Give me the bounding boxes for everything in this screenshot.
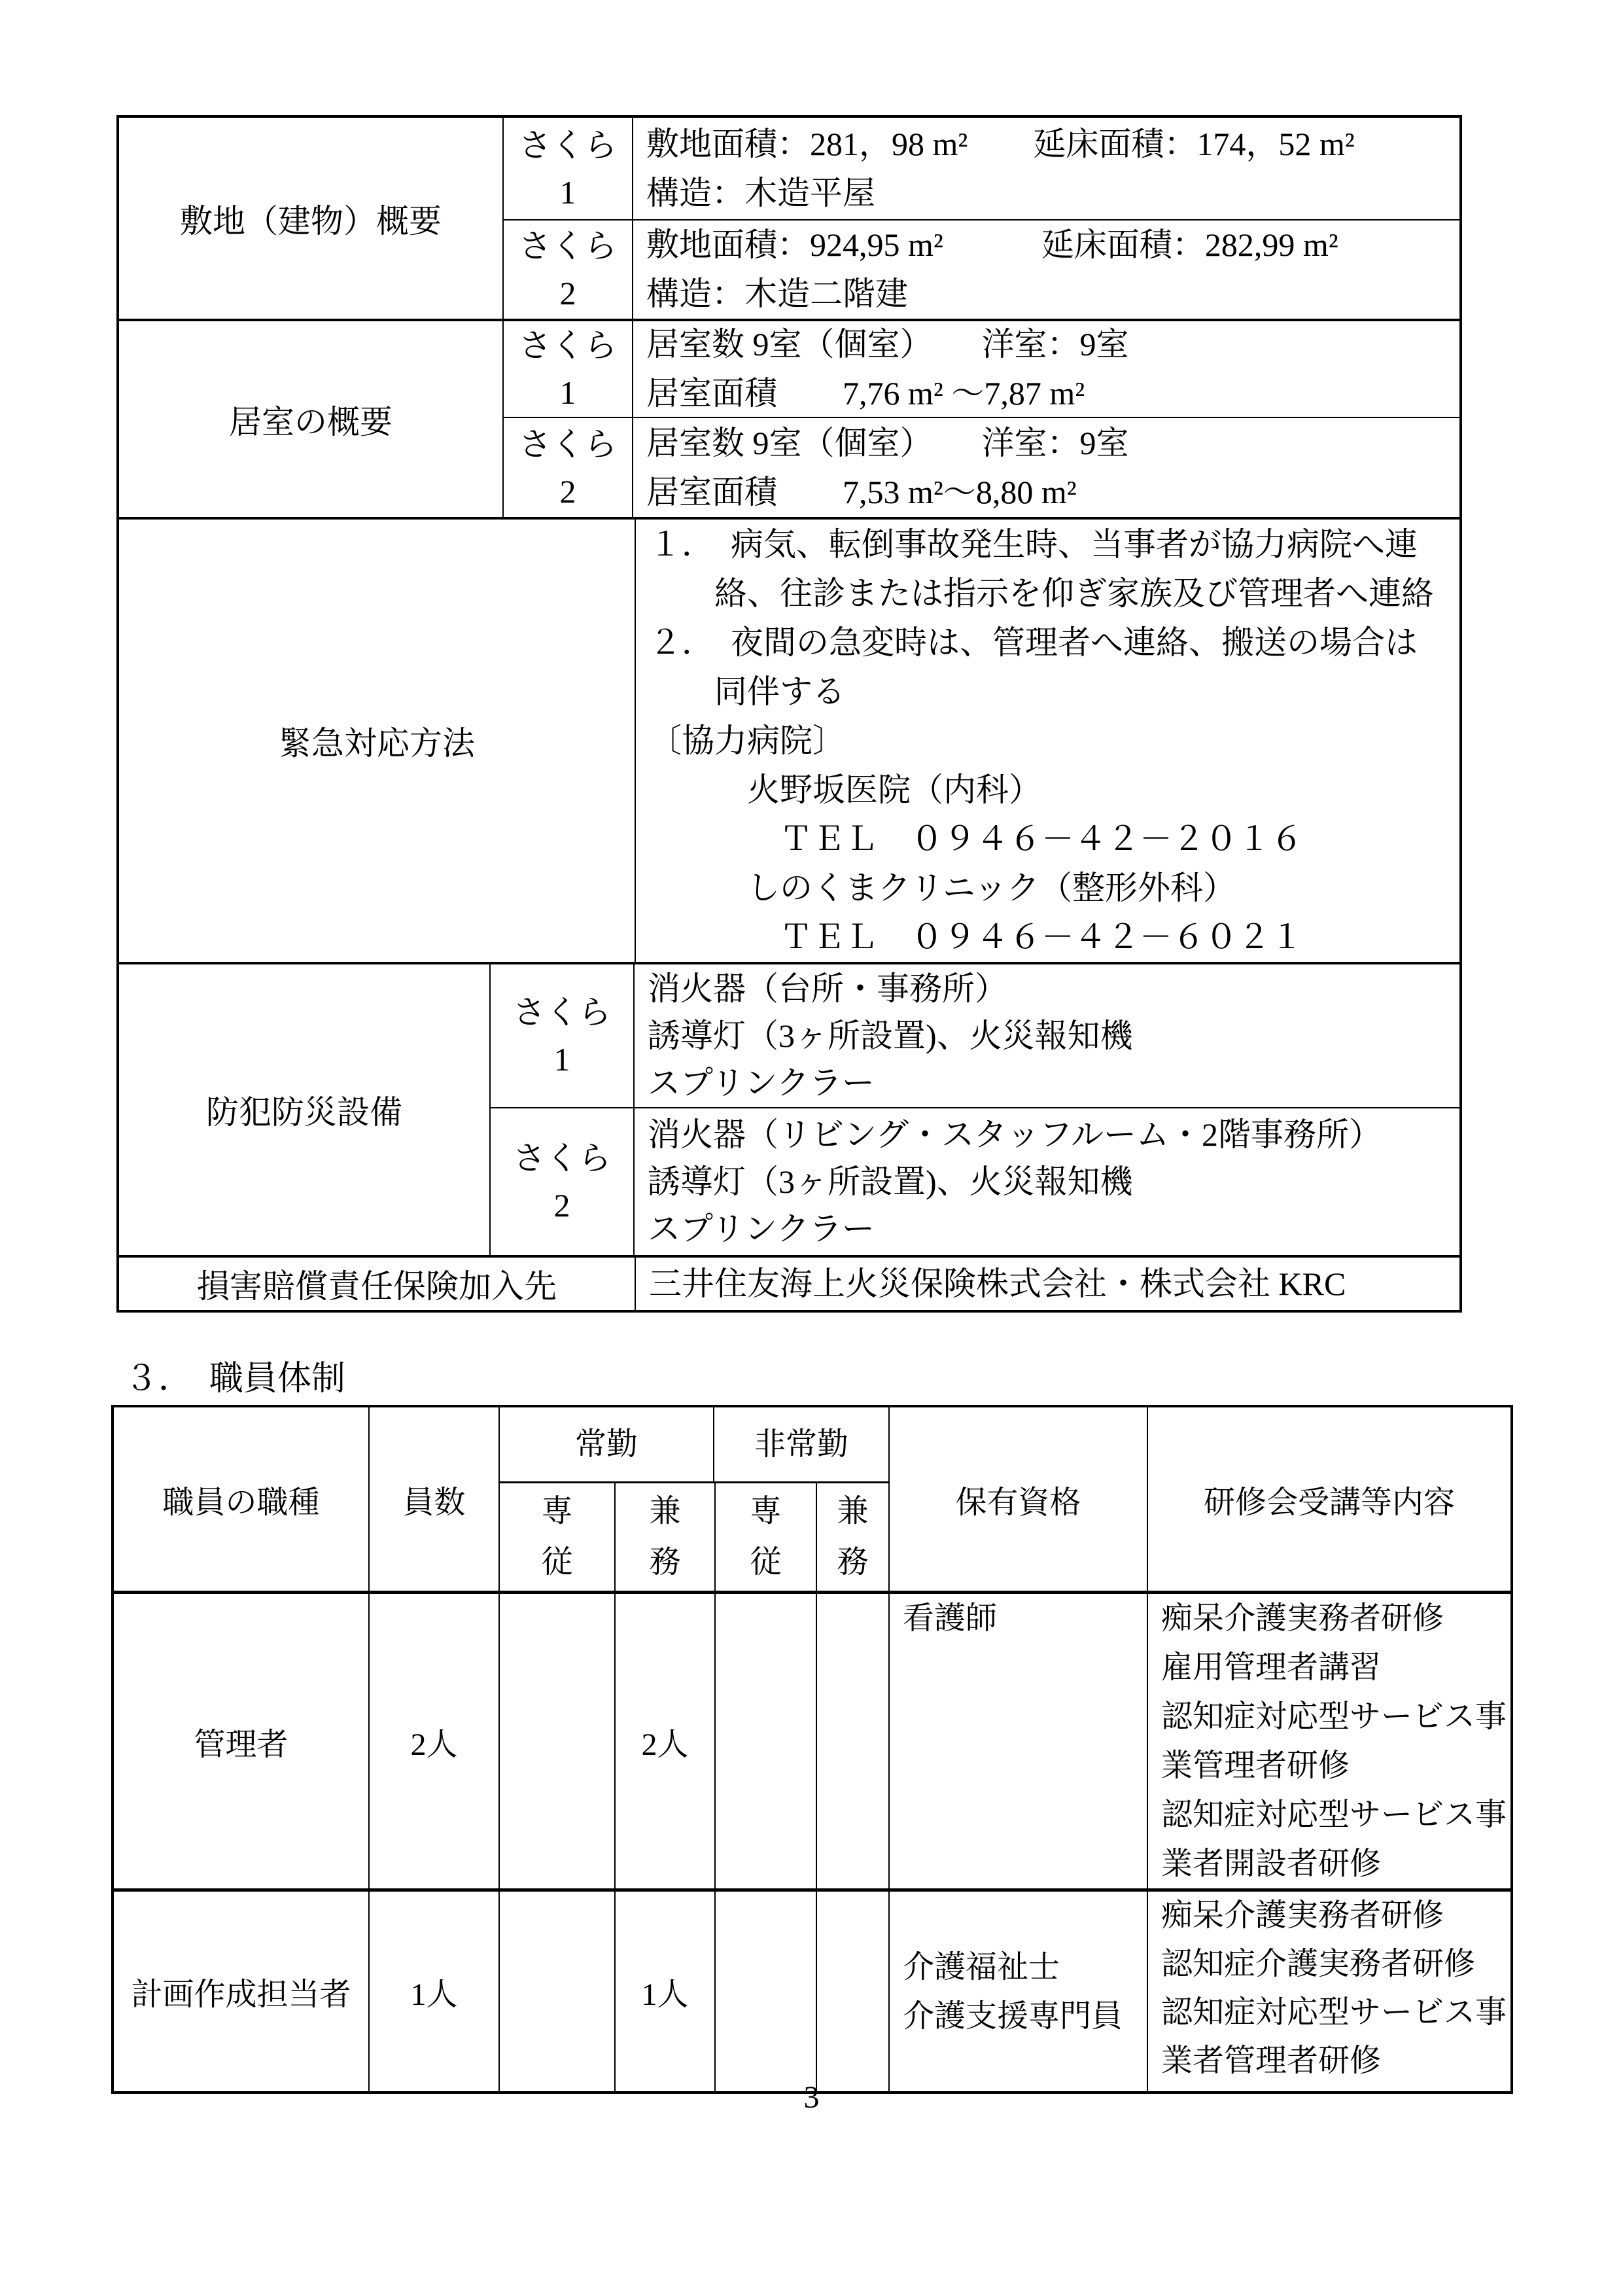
security-sakura2-details: 消火器（リビング・スタッフルーム・2階事務所） 誘導灯（3ヶ所設置)、火災報知機 スプリンクラー (648, 1116, 1382, 1247)
header-parttime: 非常勤 (754, 1426, 848, 1462)
header-occupation: 職員の職種 (114, 1407, 370, 1591)
security-equipment-label: 防犯防災設備 (119, 964, 491, 1255)
staff-structure-table (111, 1405, 1513, 2094)
header-headcount: 員数 (370, 1407, 500, 1591)
manager-fulltime-dedicated (500, 1594, 616, 1888)
planner-parttime-concurrent (817, 1892, 890, 2091)
section-heading-staff-structure: ３． 職員体制 (124, 1360, 346, 1398)
unit-tag-sakura2: さくら 2 (491, 1108, 635, 1255)
site-sakura1-row (504, 118, 1459, 221)
header-fulltime: 常勤 (500, 1407, 714, 1481)
unit-tag-sakura1: さくら 1 (504, 118, 633, 219)
header-employment-bottom (500, 1483, 888, 1591)
rooms-overview-label: 居室の概要 (119, 321, 504, 517)
emergency-response-details: １． 病気、転倒事故発生時、当事者が協力病院へ連 絡、往診または指示を仰ぎ家族及び管理者へ連絡 ２． 夜間の急変時は、管理者へ連絡、搬送の場合は 同伴する 〔協力病院〕 火野坂医院（内科） ＴＥＬ ０９４６－４２－２０１６ しのくまクリニック（整形外科） ＴＥＬ ０９４６－４２－６０２１ (649, 525, 1434, 955)
row-rooms-overview (119, 321, 1459, 520)
page-number: 3 (803, 2080, 820, 2115)
planner-training: 痴呆介護実務者研修 認知症介護実務者研修 認知症対応型サービス事 業者管理者研修 (1161, 1898, 1507, 2078)
unit-tag-sakura1: さくら 1 (504, 321, 633, 417)
planner-parttime-dedicated (716, 1892, 817, 2091)
header-training: 研修会受講等内容 (1203, 1485, 1455, 1520)
security-sakura1-details: 消火器（台所・事務所） 誘導灯（3ヶ所設置)、火災報知機 スプリンクラー (648, 970, 1133, 1101)
rooms-sakura2-details: 居室数 9室（個室） 洋室：9室 居室面積 7,53 m²～8,80 m² (646, 424, 1129, 510)
manager-parttime-dedicated (716, 1594, 817, 1888)
planner-qualifications: 介護福祉士 介護支援専門員 (890, 1892, 1148, 2091)
manager-count: 2人 (370, 1594, 500, 1888)
row-security-equipment (119, 964, 1459, 1258)
header-employment-group (500, 1407, 890, 1591)
rooms-sakura1-row (504, 321, 1459, 418)
header-employment-top (500, 1407, 888, 1483)
manager-parttime-concurrent (817, 1594, 890, 1888)
planner-title: 計画作成担当者 (114, 1892, 370, 2091)
site-overview-units (504, 118, 1459, 319)
unit-tag-sakura2: さくら 2 (504, 418, 633, 517)
header-fulltime-dedicated: 専 従 (500, 1483, 616, 1591)
site-overview-label: 敷地（建物）概要 (119, 118, 504, 319)
site-sakura2-details: 敷地面積：924,95 m² 延床面積：282,99 m² 構造：木造二階建 (646, 226, 1338, 312)
security-equipment-units (491, 964, 1459, 1255)
header-fulltime-concurrent: 兼 務 (616, 1483, 716, 1591)
planner-count: 1人 (370, 1892, 500, 2091)
staff-table-header (114, 1407, 1510, 1594)
manager-training: 痴呆介護実務者研修 雇用管理者講習 認知症対応型サービス事 業管理者研修 認知症対応型サービス事 業者開設者研修 (1161, 1601, 1507, 1881)
emergency-response-label: 緊急対応方法 (119, 520, 636, 962)
header-qualifications: 保有資格 (890, 1407, 1148, 1591)
row-site-overview (119, 118, 1459, 321)
row-liability-insurance (119, 1258, 1459, 1310)
site-sakura1-details: 敷地面積：281，98 m² 延床面積：174，52 m² 構造：木造平屋 (646, 125, 1355, 211)
security-sakura2-row (491, 1108, 1459, 1255)
site-sakura2-row (504, 221, 1459, 319)
liability-insurance-label: 損害賠償責任保険加入先 (119, 1258, 636, 1310)
facility-overview-table (116, 115, 1462, 1313)
security-sakura1-row (491, 964, 1459, 1108)
rooms-overview-units (504, 321, 1459, 517)
manager-fulltime-concurrent: 2人 (616, 1594, 716, 1888)
rooms-sakura2-row (504, 418, 1459, 517)
staff-row-manager (114, 1594, 1510, 1892)
planner-fulltime-concurrent: 1人 (616, 1892, 716, 2091)
unit-tag-sakura1: さくら 1 (491, 964, 635, 1107)
rooms-sakura1-details: 居室数 9室（個室） 洋室：9室 居室面積 7,76 m² ～7,87 m² (646, 326, 1129, 412)
header-parttime-concurrent: 兼 務 (837, 1494, 869, 1580)
unit-tag-sakura2: さくら 2 (504, 221, 633, 319)
row-emergency-response (119, 520, 1459, 964)
header-parttime-dedicated: 専 従 (716, 1483, 817, 1591)
planner-fulltime-dedicated (500, 1892, 616, 2091)
manager-qualifications: 看護師 (890, 1594, 1148, 1888)
liability-insurance-details: 三井住友海上火災保険株式会社・株式会社 KRC (649, 1265, 1346, 1302)
manager-title: 管理者 (114, 1594, 370, 1888)
staff-row-planner (114, 1892, 1510, 2091)
